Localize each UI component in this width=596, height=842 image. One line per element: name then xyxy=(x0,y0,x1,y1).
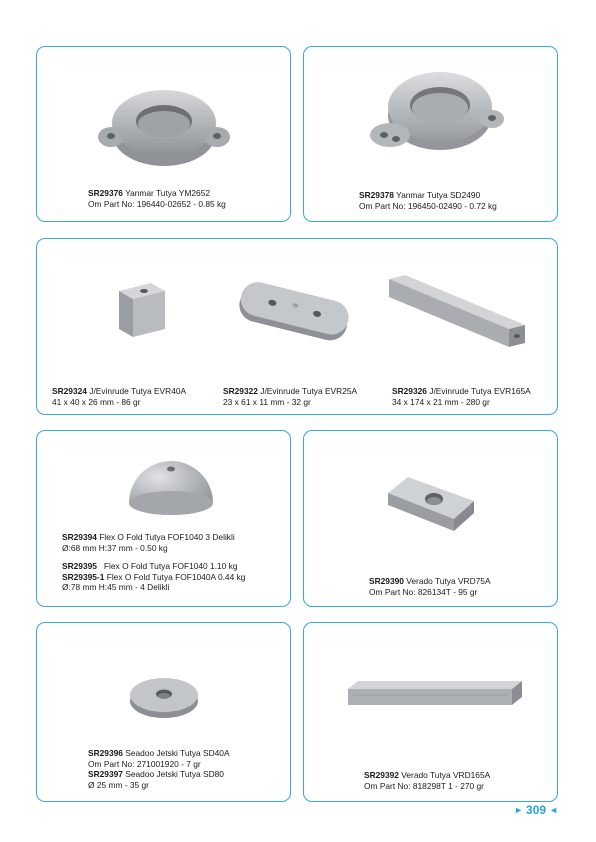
product-spec: Ø:78 mm H:45 mm - 4 Delikli xyxy=(62,582,170,592)
product-code: SR29394 xyxy=(62,532,97,542)
product-code: SR29396 xyxy=(88,748,123,758)
product-spec: 34 x 174 x 21 mm - 280 gr xyxy=(392,396,490,407)
product-code: SR29395 xyxy=(62,561,97,571)
product-name: Yanmar Tutya YM2652 xyxy=(125,188,211,198)
product-name: Flex O Fold Tutya FOF1040 1.10 kg xyxy=(103,561,238,571)
product-caption xyxy=(392,386,531,407)
product-card-sr29378 xyxy=(303,46,558,222)
arrow-left-icon: ◄ xyxy=(549,805,558,815)
product-code: SR29376 xyxy=(88,188,123,198)
product-card-sr29394 xyxy=(36,430,291,607)
product-name: Verado Tutya VRD165A xyxy=(401,770,491,780)
product-name: J/Evinrude Tutya EVR25A xyxy=(260,386,358,396)
product-card-evinrude xyxy=(36,238,558,415)
product-name: Seadoo Jetski Tutya SD80 xyxy=(125,769,224,779)
product-code: SR29397 xyxy=(88,769,123,779)
product-code: SR29392 xyxy=(364,770,399,780)
oval-plate-anode-icon xyxy=(231,271,356,351)
product-spec: 41 x 40 x 26 mm - 86 gr xyxy=(52,396,141,407)
product-card-sr29390 xyxy=(303,430,558,607)
yanmar-ring-anode-icon xyxy=(97,63,232,178)
yanmar-flanged-ring-anode-icon xyxy=(368,57,508,175)
product-card-sr29396 xyxy=(36,622,291,802)
bar-anode-icon xyxy=(383,269,533,359)
arrow-right-icon: ► xyxy=(514,805,524,815)
product-name: Yanmar Tutya SD2490 xyxy=(396,190,481,200)
product-spec: Om Part No: 818298T 1 - 270 gr xyxy=(364,780,484,791)
product-code: SR29324 xyxy=(52,386,87,396)
product-card-sr29392 xyxy=(303,622,558,802)
product-spec: 23 x 61 x 11 mm - 32 gr xyxy=(223,396,311,407)
product-caption xyxy=(369,576,491,597)
product-name: Verado Tutya VRD75A xyxy=(406,576,491,586)
page-number-text: 309 xyxy=(526,803,547,817)
product-caption xyxy=(88,748,230,790)
product-name: J/Evinrude Tutya EVR165A xyxy=(429,386,531,396)
long-bar-anode-icon xyxy=(344,675,524,713)
product-code: SR29326 xyxy=(392,386,427,396)
product-name: Flex O Fold Tutya FOF1040 3 Delikli xyxy=(99,532,235,542)
product-caption xyxy=(364,770,490,791)
page-number xyxy=(514,803,558,817)
product-caption xyxy=(52,386,186,407)
product-caption xyxy=(359,190,497,211)
product-caption xyxy=(223,386,357,407)
wedge-block-anode-icon xyxy=(382,471,478,535)
product-code: SR29322 xyxy=(223,386,258,396)
product-name: Seadoo Jetski Tutya SD40A xyxy=(125,748,230,758)
product-code: SR29395-1 xyxy=(62,571,105,582)
dome-anode-icon xyxy=(125,445,217,523)
product-name: J/Evinrude Tutya EVR40A xyxy=(89,386,187,396)
product-spec: Ø 25 mm - 35 gr xyxy=(88,779,149,790)
product-code: SR29390 xyxy=(369,576,404,586)
disc-anode-icon xyxy=(127,673,201,721)
product-caption xyxy=(62,532,245,593)
product-spec: Om Part No: 196440-02652 - 0.85 kg xyxy=(88,198,226,209)
product-card-sr29376 xyxy=(36,46,291,222)
product-spec: Om Part No: 196450-02490 - 0.72 kg xyxy=(359,200,497,211)
product-code: SR29378 xyxy=(359,190,394,200)
product-spec: Om Part No: 271001920 - 7 gr xyxy=(88,758,201,769)
product-caption xyxy=(88,188,226,209)
product-name: Flex O Fold Tutya FOF1040A 0.44 kg xyxy=(106,571,246,582)
cube-anode-icon xyxy=(111,277,171,345)
product-spec: Ø:68 mm H:37 mm - 0.50 kg xyxy=(62,542,168,553)
product-spec: Om Part No: 826134T - 95 gr xyxy=(369,586,478,597)
